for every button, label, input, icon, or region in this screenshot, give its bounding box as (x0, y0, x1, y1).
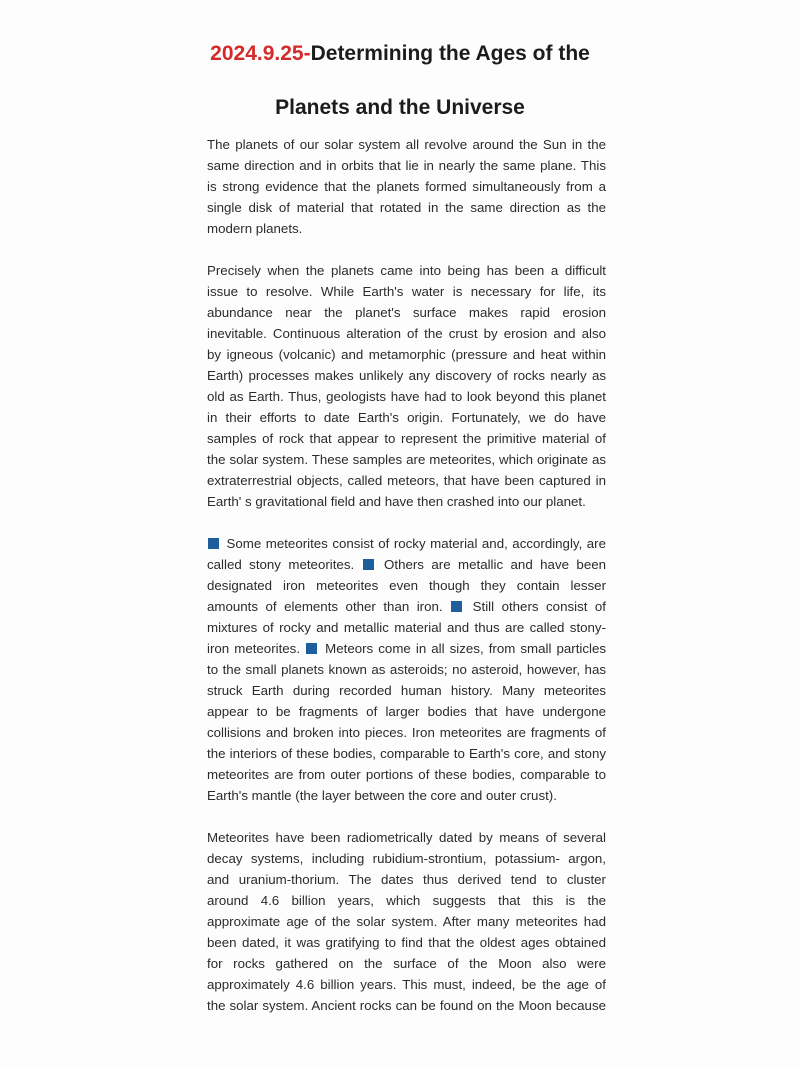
text-segment: iron meteorites. (207, 641, 301, 656)
text-line: in their efforts to date Earth's origin. Fortunately, we do have (207, 410, 606, 425)
text-line: appear to be fragments of larger bodies that have undergone (207, 704, 606, 719)
text-segment: amounts of elements other than iron. (207, 599, 443, 614)
text-line: Precisely when the planets came into being has been a difficult (207, 263, 606, 278)
text-line: the interiors of these bodies, comparable to Earth's core, and stony (207, 746, 606, 761)
text-line: issue to resolve. While Earth's water is necessary for life, its (207, 284, 606, 299)
text-line: for rocks gathered on the surface of the Moon also were (207, 956, 606, 971)
paragraph-3 (207, 533, 606, 806)
text-line: and uranium-thorium. The dates thus derived tend to cluster (207, 872, 606, 887)
insert-marker-icon[interactable] (306, 643, 317, 654)
text-line (207, 533, 606, 554)
text-line: by igneous (volcanic) and metamorphic (pressure and heat within (207, 347, 606, 362)
text-line: the solar system. These samples are meteorites, which originate as (207, 452, 606, 467)
text-segment: Meteors come in all sizes, from small particles (325, 641, 606, 656)
text-segment: Still others consist of (472, 599, 606, 614)
title-text-1: Determining the Ages of the (310, 42, 590, 65)
text-line: samples of rock that appear to represent the primitive material of (207, 431, 606, 446)
text-line (207, 638, 606, 659)
text-line: Earth) processes makes unlikely any discovery of rocks nearly as (207, 368, 606, 383)
text-line: Meteorites have been radiometrically dated by means of several (207, 830, 606, 845)
text-line: modern planets. (207, 221, 303, 236)
insert-marker-icon[interactable] (451, 601, 462, 612)
text-line: approximate age of the solar system. After many meteorites had (207, 914, 606, 929)
text-segment: Others are metallic and have been (384, 557, 607, 572)
text-line: extraterrestrial objects, called meteors, that have been captured in (207, 473, 606, 488)
text-line: decay systems, including rubidium-strontium, potassium- argon, (207, 851, 606, 866)
article-body (207, 134, 606, 1037)
text-line: meteorites are from outer portions of these bodies, comparable to (207, 767, 606, 782)
text-line: is strong evidence that the planets formed simultaneously from a (207, 179, 606, 194)
article-title-line-2: Planets and the Universe (275, 96, 525, 119)
text-line: Earth' s gravitational field and have then crashed into our planet. (207, 494, 586, 509)
paragraph-2 (207, 260, 606, 512)
text-line: Earth's mantle (the layer between the core and outer crust). (207, 788, 557, 803)
text-segment: called stony meteorites. (207, 557, 355, 572)
paragraph-1 (207, 134, 606, 239)
text-line: struck Earth during recorded human history. Many meteorites (207, 683, 606, 698)
text-line (207, 596, 606, 617)
text-line: to the small planets known as asteroids; no asteroid, however, has (207, 662, 606, 677)
insert-marker-icon[interactable] (363, 559, 374, 570)
text-line: the solar system. Ancient rocks can be found on the Moon because (207, 998, 606, 1013)
article-title-line-1 (150, 40, 650, 68)
text-line: old as Earth. Thus, geologists have had to look beyond this planet (207, 389, 606, 404)
title-separator: - (303, 42, 311, 65)
paragraph-4 (207, 827, 606, 1016)
article-date: 2024.9.25 (210, 42, 304, 65)
text-line: approximately 4.6 billion years. This must, indeed, be the age of (207, 977, 606, 992)
text-line: inevitable. Continuous alteration of the crust by erosion and also (207, 326, 606, 341)
text-line: same direction and in orbits that lie in nearly the same plane. This (207, 158, 606, 173)
text-line: abundance near the planet's surface makes rapid erosion (207, 305, 606, 320)
text-line: been dated, it was gratifying to find that the oldest ages obtained (207, 935, 606, 950)
text-line: collisions and broken into pieces. Iron meteorites are fragments of (207, 725, 606, 740)
text-line: mixtures of rocky and metallic material and thus are called stony- (207, 620, 606, 635)
text-line (207, 554, 606, 575)
text-line: designated iron meteorites even though they contain lesser (207, 578, 606, 593)
text-segment: Some meteorites consist of rocky material and, accordingly, are (226, 536, 606, 551)
insert-marker-icon[interactable] (208, 538, 219, 549)
text-line: around 4.6 billion years, which suggests that this is the (207, 893, 606, 908)
text-line: single disk of material that rotated in the same direction as the (207, 200, 606, 215)
text-line: The planets of our solar system all revolve around the Sun in the (207, 137, 606, 152)
